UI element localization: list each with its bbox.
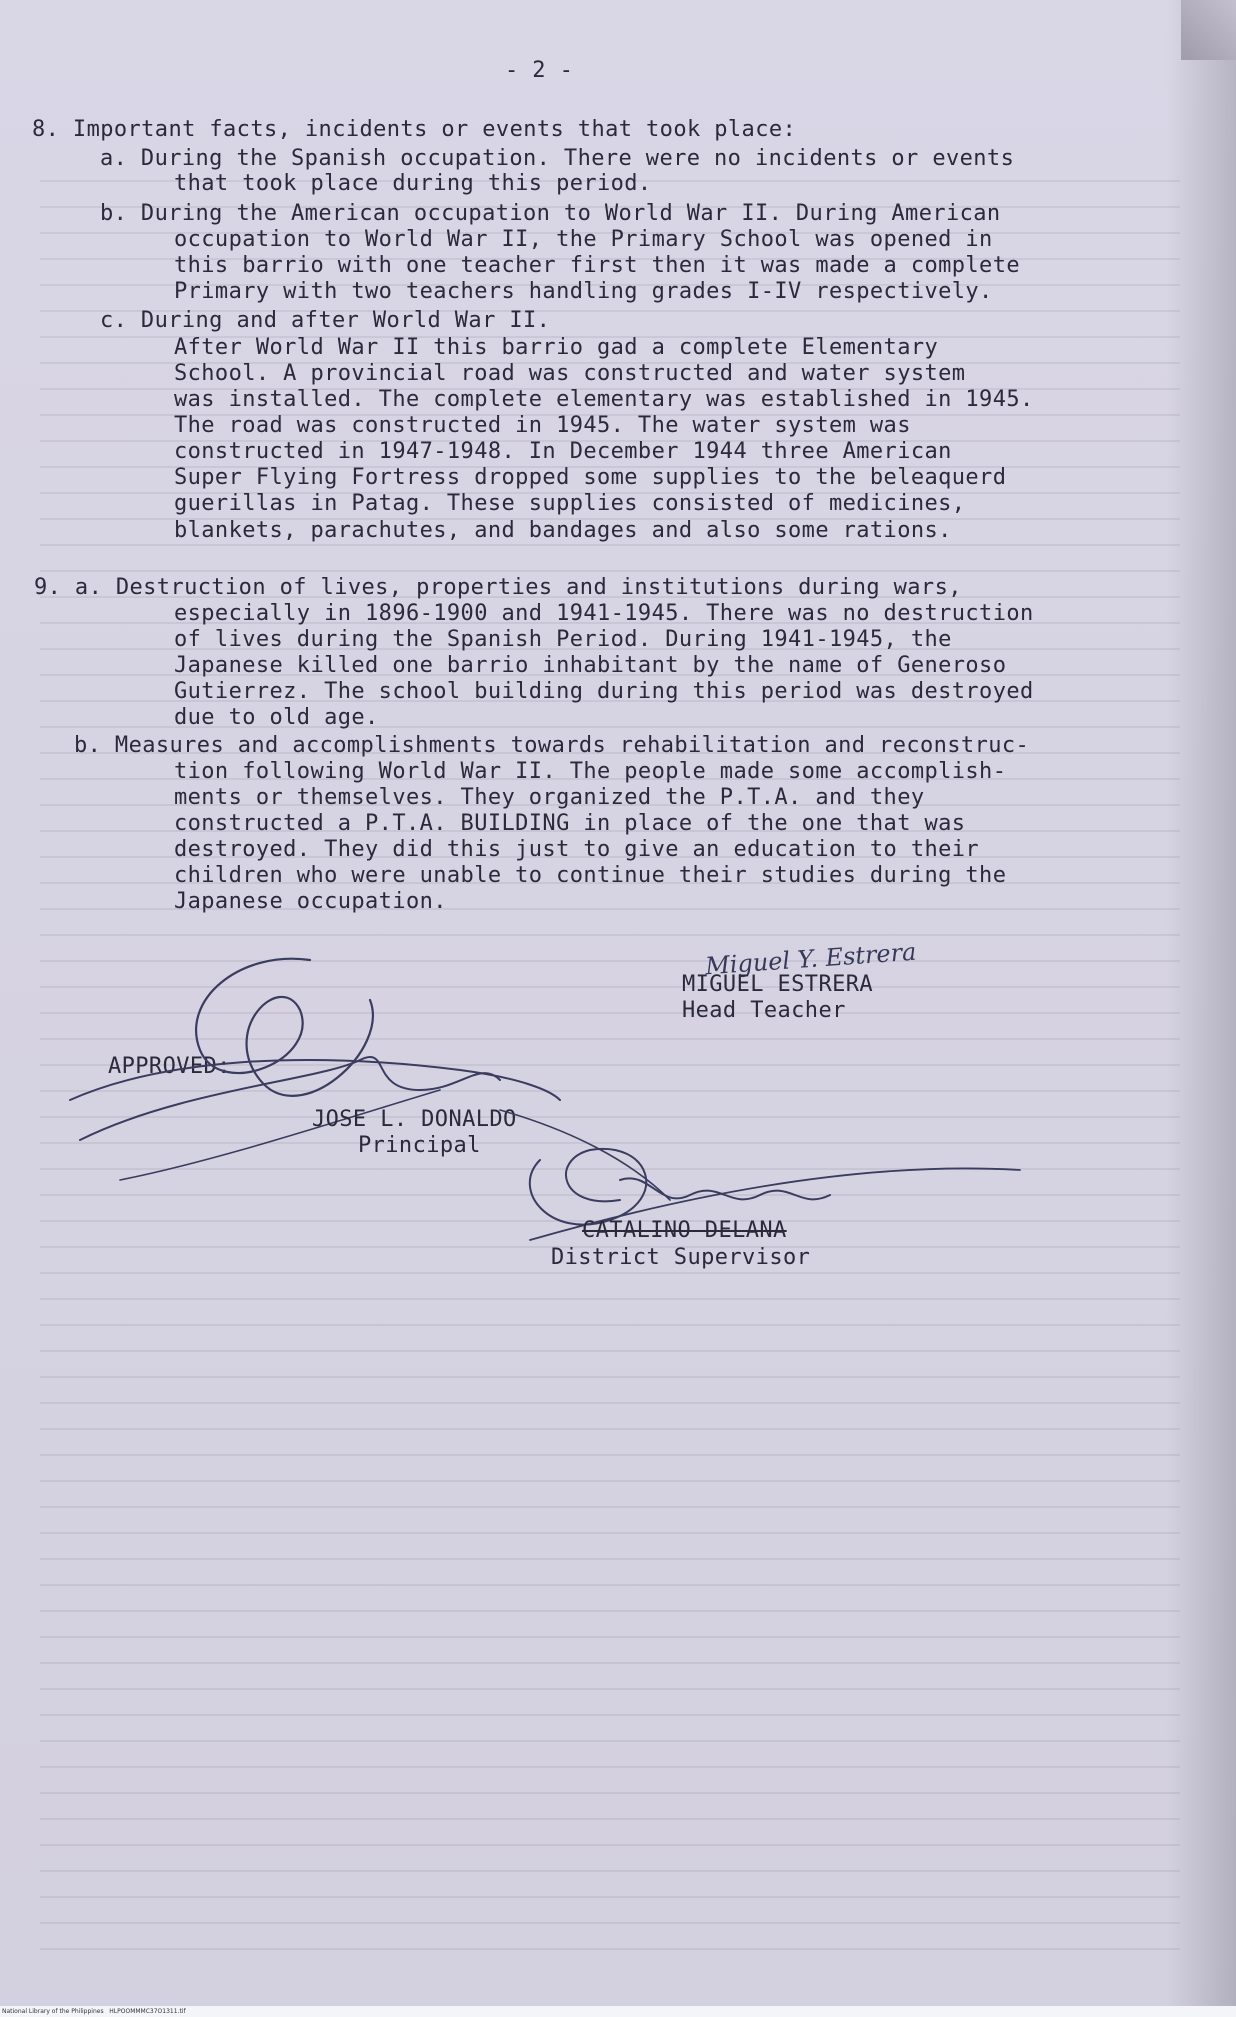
item-8c: c. During and after World War II. [100,308,551,333]
archive-footer: National Library of the Philippines HLPOOMMMC37O1311.tif [2,2008,186,2015]
page-number: - 2 - [505,58,574,83]
supervisor-name: CATALINO DELANA [582,1218,787,1243]
text-line: constructed a P.T.A. BUILDING in place of the one that was [174,811,966,836]
text-line: destroyed. They did this just to give an education to their [174,837,980,862]
text-line: Japanese killed one barrio inhabitant by the name of Generoso [174,653,1007,678]
text-line: tion following World War II. The people made some accomplish- [174,759,1007,784]
principal-name: JOSE L. DONALDO [312,1107,517,1132]
text-line: Primary with two teachers handling grades I-IV respectively. [174,279,993,304]
text-line: was installed. The complete elementary was established in 1945. [174,387,1034,412]
principal-title: Principal [358,1133,481,1158]
text-line: Gutierrez. The school building during this period was destroyed [174,679,1034,704]
item-8a: a. During the Spanish occupation. There were no incidents or events [100,146,1015,171]
page-edge-shadow [1166,0,1236,2006]
text-line: this barrio with one teacher first then it was made a complete [174,253,1020,278]
item-9a: 9. a. Destruction of lives, properties and institutions during wars, [34,575,962,600]
text-line: ments or themselves. They organized the P.T.A. and they [174,785,925,810]
item-9b: b. Measures and accomplishments towards rehabilitation and reconstruc- [74,733,1030,758]
text-line: due to old age. [174,705,379,730]
text-line: The road was constructed in 1945. The water system was [174,413,911,438]
text-line: occupation to World War II, the Primary School was opened in [174,227,993,252]
item-8b: b. During the American occupation to World War II. During American [100,201,1001,226]
head-teacher-name: MIGUEL ESTRERA [682,972,874,997]
section-8-heading: 8. Important facts, incidents or events that took place: [32,117,797,142]
text-line: that took place during this period. [174,171,652,196]
text-line: especially in 1896-1900 and 1941-1945. There was no destruction [174,601,1034,626]
text-line: of lives during the Spanish Period. During 1941-1945, the [174,627,952,652]
page-corner-curl [1181,0,1236,60]
supervisor-title: District Supervisor [551,1245,811,1270]
text-line: children who were unable to continue their studies during the [174,863,1007,888]
text-line: Super Flying Fortress dropped some supplies to the beleaquerd [174,465,1007,490]
text-line: blankets, parachutes, and bandages and also some rations. [174,518,952,543]
approved-label: APPROVED: [108,1054,231,1079]
handwritten-signature-estrera: Miguel Y. Estrera [704,937,918,981]
text-line: constructed in 1947-1948. In December 1944 three American [174,439,952,464]
text-line: guerillas in Patag. These supplies consisted of medicines, [174,491,966,516]
text-line: After World War II this barrio gad a complete Elementary [174,335,939,360]
text-line: School. A provincial road was constructed and water system [174,361,966,386]
head-teacher-title: Head Teacher [682,998,846,1023]
text-line: Japanese occupation. [174,889,447,914]
